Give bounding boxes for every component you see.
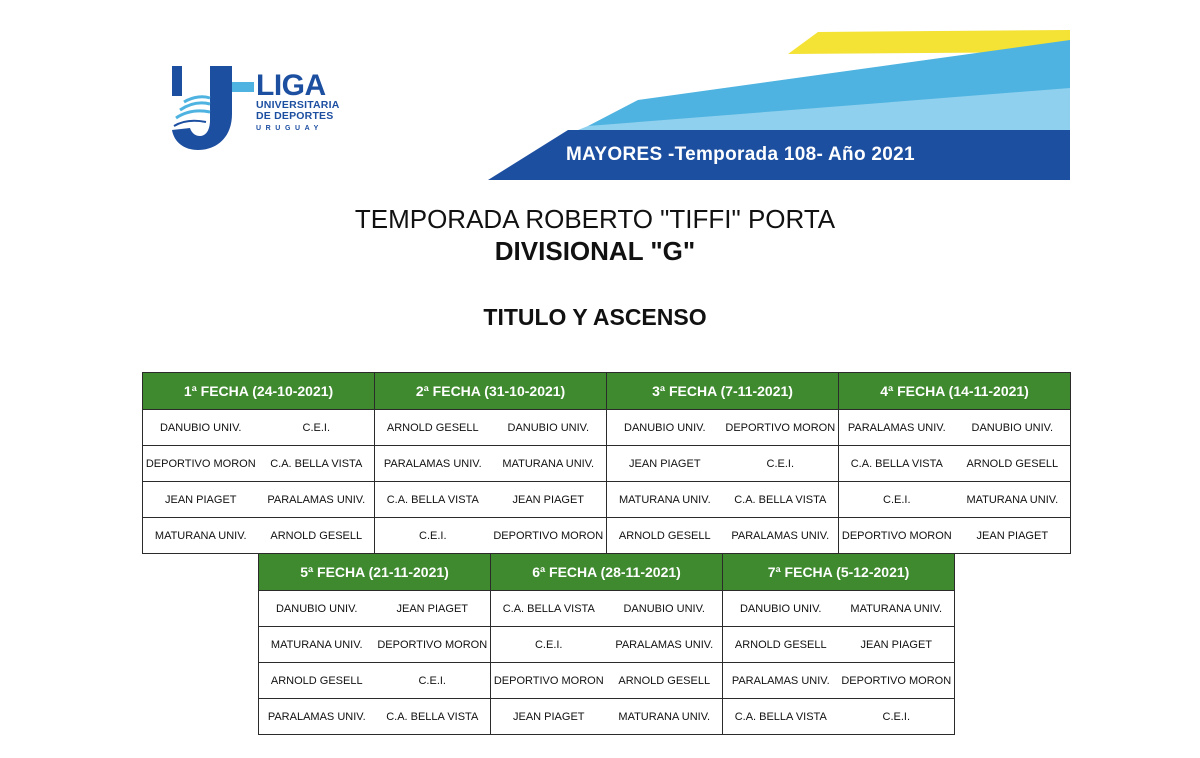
home-team: MATURANA UNIV. [607, 482, 723, 518]
home-team: DANUBIO UNIV. [723, 591, 839, 627]
away-team: PARALAMAS UNIV. [723, 518, 839, 554]
match-row [259, 699, 955, 735]
home-team: DEPORTIVO MORON [143, 446, 259, 482]
home-team: DANUBIO UNIV. [259, 591, 375, 627]
away-team: JEAN PIAGET [839, 627, 955, 663]
home-team: ARNOLD GESELL [723, 627, 839, 663]
match-row [259, 663, 955, 699]
home-team: ARNOLD GESELL [607, 518, 723, 554]
round-header: 1ª FECHA (24-10-2021) [143, 373, 375, 410]
away-team: DEPORTIVO MORON [723, 410, 839, 446]
fixtures-table-bottom [258, 553, 955, 735]
match-row [259, 627, 955, 663]
home-team: ARNOLD GESELL [259, 663, 375, 699]
away-team: DANUBIO UNIV. [955, 410, 1071, 446]
home-team: C.A. BELLA VISTA [375, 482, 491, 518]
season-title: TEMPORADA ROBERTO "TIFFI" PORTA [354, 204, 836, 234]
away-team: C.E.I. [723, 446, 839, 482]
match-row [143, 482, 1071, 518]
home-team: C.A. BELLA VISTA [723, 699, 839, 735]
banner-text: MAYORES -Temporada 108- Año 2021 [566, 144, 915, 165]
home-team: DANUBIO UNIV. [607, 410, 723, 446]
round-header-row [143, 373, 1071, 410]
away-team: ARNOLD GESELL [955, 446, 1071, 482]
away-team: MATURANA UNIV. [839, 591, 955, 627]
away-team: DANUBIO UNIV. [607, 591, 723, 627]
division-title: DIVISIONAL "G" [494, 236, 696, 266]
home-team: JEAN PIAGET [491, 699, 607, 735]
home-team: C.E.I. [839, 482, 955, 518]
league-logo-icon [170, 62, 256, 152]
away-team: MATURANA UNIV. [955, 482, 1071, 518]
round-header: 3ª FECHA (7-11-2021) [607, 373, 839, 410]
away-team: MATURANA UNIV. [491, 446, 607, 482]
away-team: C.E.I. [839, 699, 955, 735]
home-team: PARALAMAS UNIV. [839, 410, 955, 446]
tournament-title: TITULO Y ASCENSO [483, 304, 707, 330]
match-row [143, 518, 1071, 554]
away-team: DEPORTIVO MORON [375, 627, 491, 663]
season-banner [488, 30, 1070, 180]
logo-line2: DE DEPORTES [256, 110, 334, 122]
home-team: PARALAMAS UNIV. [375, 446, 491, 482]
home-team: PARALAMAS UNIV. [259, 699, 375, 735]
logo-country: URUGUAY [256, 125, 323, 132]
match-row [143, 446, 1071, 482]
away-team: JEAN PIAGET [955, 518, 1071, 554]
away-team: JEAN PIAGET [491, 482, 607, 518]
away-team: C.A. BELLA VISTA [259, 446, 375, 482]
home-team: DEPORTIVO MORON [839, 518, 955, 554]
round-header: 7ª FECHA (5-12-2021) [723, 554, 955, 591]
away-team: C.A. BELLA VISTA [375, 699, 491, 735]
home-team: DEPORTIVO MORON [491, 663, 607, 699]
home-team: MATURANA UNIV. [259, 627, 375, 663]
home-team: JEAN PIAGET [143, 482, 259, 518]
league-logo [170, 62, 370, 152]
away-team: PARALAMAS UNIV. [259, 482, 375, 518]
home-team: ARNOLD GESELL [375, 410, 491, 446]
home-team: C.E.I. [491, 627, 607, 663]
logo-line1: UNIVERSITARIA [256, 99, 340, 111]
away-team: ARNOLD GESELL [259, 518, 375, 554]
logo-liga: LIGA [256, 69, 326, 102]
home-team: PARALAMAS UNIV. [723, 663, 839, 699]
away-team: MATURANA UNIV. [607, 699, 723, 735]
home-team: MATURANA UNIV. [143, 518, 259, 554]
away-team: DEPORTIVO MORON [839, 663, 955, 699]
match-row [259, 591, 955, 627]
away-team: DANUBIO UNIV. [491, 410, 607, 446]
logo-wordmark [256, 69, 340, 134]
away-team: ARNOLD GESELL [607, 663, 723, 699]
home-team: DANUBIO UNIV. [143, 410, 259, 446]
round-header: 2ª FECHA (31-10-2021) [375, 373, 607, 410]
round-header: 6ª FECHA (28-11-2021) [491, 554, 723, 591]
away-team: JEAN PIAGET [375, 591, 491, 627]
match-row [143, 410, 1071, 446]
away-team: DEPORTIVO MORON [491, 518, 607, 554]
home-team: JEAN PIAGET [607, 446, 723, 482]
home-team: C.A. BELLA VISTA [839, 446, 955, 482]
home-team: C.E.I. [375, 518, 491, 554]
away-team: PARALAMAS UNIV. [607, 627, 723, 663]
round-header: 5ª FECHA (21-11-2021) [259, 554, 491, 591]
away-team: C.A. BELLA VISTA [723, 482, 839, 518]
away-team: C.E.I. [375, 663, 491, 699]
away-team: C.E.I. [259, 410, 375, 446]
round-header: 4ª FECHA (14-11-2021) [839, 373, 1071, 410]
round-header-row [259, 554, 955, 591]
fixtures-table-top [142, 372, 1071, 554]
home-team: C.A. BELLA VISTA [491, 591, 607, 627]
